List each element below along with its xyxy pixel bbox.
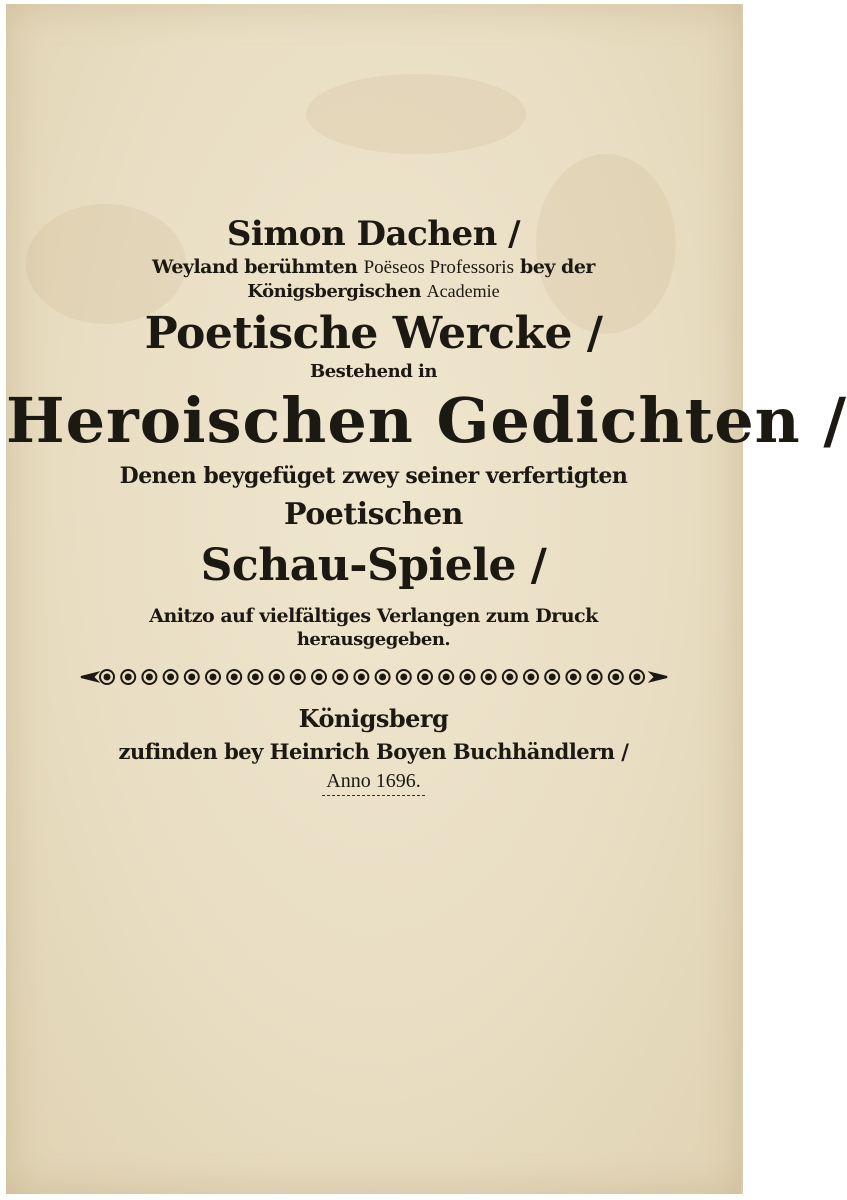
ornament-dot (401, 675, 406, 680)
author-description (6, 256, 741, 279)
ornament-dot (168, 675, 173, 680)
ornament-dot (613, 675, 618, 680)
ornament-dot (592, 675, 597, 680)
bestehend-line: Bestehend in (310, 361, 437, 382)
author-desc-part: Poëseos Professoris (363, 257, 514, 278)
addition-line: Denen beygefüget zwey seiner verfertigten (119, 463, 628, 489)
city-name: Königsberg (298, 704, 449, 733)
heroic-poems-title: Heroischen Gedichten / (6, 384, 847, 457)
ornament-dot (486, 675, 491, 680)
print-note: Anitzo auf vielfältiges Verlangen zum Druck (149, 605, 598, 627)
academy-part: Academie (426, 281, 500, 301)
ornament-dot (549, 675, 554, 680)
ornament-dot (146, 675, 151, 680)
ornament-dot (125, 675, 130, 680)
ornament-dot (570, 675, 575, 680)
ornament-dot (634, 675, 639, 680)
title-page (6, 4, 847, 1194)
ornament-dot (104, 675, 109, 680)
ornament-dot (380, 675, 385, 680)
author-desc-part: Weyland berühmten (152, 256, 358, 278)
ornament-dot (252, 675, 257, 680)
plays-title: Schau-Spiele / (200, 540, 547, 591)
title-block (6, 214, 847, 796)
ornament-dot (316, 675, 321, 680)
ornament-dot (528, 675, 533, 680)
ornament-end (81, 673, 97, 681)
publication-year: Anno 1696. (322, 770, 424, 796)
ornament-dot (422, 675, 427, 680)
academy-line (6, 281, 741, 302)
academy-part: Königsbergischen (247, 281, 421, 302)
main-title: Poetische Wercke / (144, 308, 603, 359)
ornament-dot (464, 675, 469, 680)
ornament-dot (358, 675, 363, 680)
ornament-dot (231, 675, 236, 680)
ornament-dot (507, 675, 512, 680)
ornament-dot (274, 675, 279, 680)
ornament-dot (337, 675, 342, 680)
poetischen-line: Poetischen (284, 497, 463, 532)
paper-stain (306, 74, 526, 154)
print-note-2: herausgegeben. (296, 629, 451, 650)
author-desc-part: bey der (520, 256, 595, 278)
ornament-dot (295, 675, 300, 680)
printer-line: zufinden bey Heinrich Boyen Buchhändlern / (118, 739, 629, 764)
ornament-dot (210, 675, 215, 680)
ornament-divider (79, 668, 669, 686)
ornament-dot (189, 675, 194, 680)
author-name: Simon Dachen / (226, 214, 521, 254)
ornament-end (651, 673, 667, 681)
ornament-dot (443, 675, 448, 680)
